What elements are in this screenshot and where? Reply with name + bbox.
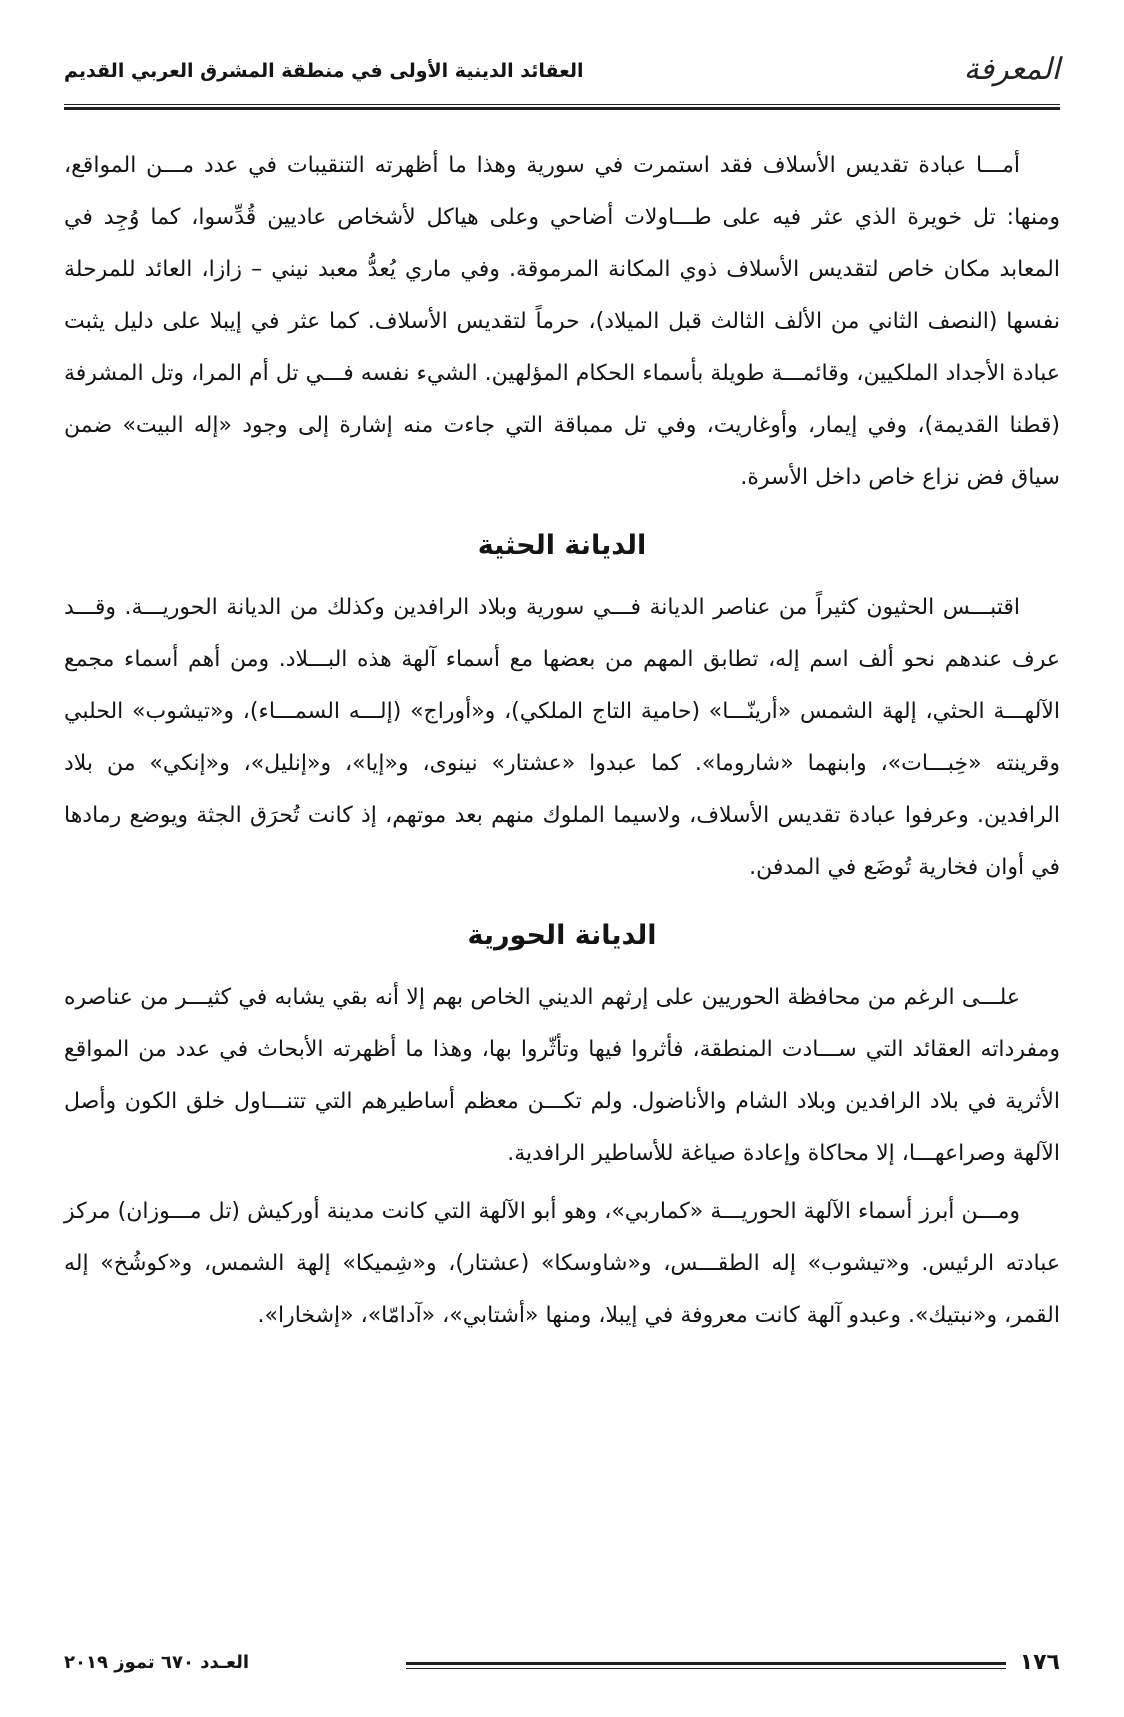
paragraph-hittite-religion: اقتبـــس الحثيون كثيراً من عناصر الديانة فـــي سورية وبلاد الرافدين وكذلك من الديانة الحوريـــة. وقـــد عرف عندهم نحو ألف اسم إله، تطابق المهم من بعضها مع أسماء آلهة هذه البـــلاد. ومن أهم أسماء مجمع الآلهـــة الحثي، إلهة الشمس «أرينّـــا» (حامية التاج الملكي)، و«أوراج» (إلـــه السمـــاء)، و«تيشوب» الحلبي وقرينته «خِبـــات»، وابنهما «شاروما». كما عبدوا «عشتار» نينوى، و«إيا»، و«إنليل»، و«إنكي» من بلاد الرافدين. وعرفوا عبادة تقديس الأسلاف، ولاسيما الملوك منهم بعد موتهم، إذ كانت تُحرَق الجثة ويوضع رمادها في أوان فخارية تُوضَع في المدفن. bbox=[64, 595, 1060, 880]
section-heading-hittite: الديانة الحثية bbox=[477, 530, 647, 561]
magazine-logo: المعرفة bbox=[963, 52, 1060, 87]
paragraph-hurrian-religion: علـــى الرغم من محافظة الحوريين على إرثهم الديني الخاص بهم إلا أنه بقي يشابه في كثيـــر من عناصره ومفرداته العقائد التي ســـادت المنطقة، فأثروا فيها وتأثّروا بها، وهذا ما أظهرته الأبحاث في عدد من المواقع الأثرية في بلاد الرافدين وبلاد الشام والأناضول. ولم تكـــن معظم أساطيرهم التي تتنـــاول خلق الكون وأصل الآلهة وصراعهـــا، إلا محاكاة وإعادة صياغة للأساطير الرافدية. bbox=[64, 985, 1060, 1166]
footer-rule bbox=[406, 1662, 1006, 1665]
paragraph-ancestor-worship: أمـــا عبادة تقديس الأسلاف فقد استمرت في سورية وهذا ما أظهرته التنقيبات في عدد مـــن المواقع، ومنها: تل خويرة الذي عثر فيه على طـــاولات أضاحي وعلى هياكل لأشخاص عاديين قُدِّسوا، كما وُجِد في المعابد مكان خاص لتقديس الأسلاف ذوي المكانة المرموقة. وفي ماري يُعدُّ معبد نيني – زازا، العائد للمرحلة نفسها (النصف الثاني من الألف الثالث قبل الميلاد)، حرماً لتقديس الأسلاف. كما عثر في إيبلا على دليل يثبت عبادة الأجداد الملكيين، وقائمـــة طويلة بأسماء الحكام المؤلهين. الشيء نفسه فـــي تل أم المرا، وتل المشرفة (قطنا القديمة)، وفي إيمار، وأوغاريت، وفي تل ممباقة التي جاءت منه إشارة إلى وجود «إله البيت» ضمن سياق فض نزاع خاص داخل الأسرة. bbox=[64, 153, 1060, 490]
section-heading-hurrian: الديانة الحورية bbox=[467, 920, 657, 951]
header-rule-thin bbox=[64, 104, 1060, 105]
article-body bbox=[64, 140, 1060, 1342]
issue-info: العـدد ٦٧٠ تموز ٢٠١٩ bbox=[64, 1652, 250, 1673]
page-number: ١٧٦ bbox=[1019, 1650, 1060, 1675]
running-title: العقائد الدينية الأولى في منطقة المشرق العربي القديم bbox=[64, 60, 584, 82]
page-footer bbox=[64, 1650, 1060, 1680]
paragraph-hurrian-gods: ومـــن أبرز أسماء الآلهة الحوريـــة «كماربي»، وهو أبو الآلهة التي كانت مدينة أوركيش (تل مـــوزان) مركز عبادته الرئيس. و«تيشوب» إله الطقـــس، و«شاوسكا» (عشتار)، و«شِميكا» إلهة الشمس، و«كوشُخ» إله القمر، و«نبتيك». وعبدو آلهة كانت معروفة في إيبلا، ومنها «أشتابي»، «آدامّا»، «إشخارا». bbox=[64, 1199, 1060, 1328]
header-rule-thick bbox=[64, 107, 1060, 110]
footer-rule-thin bbox=[406, 1668, 1006, 1669]
page-header bbox=[64, 40, 1060, 98]
